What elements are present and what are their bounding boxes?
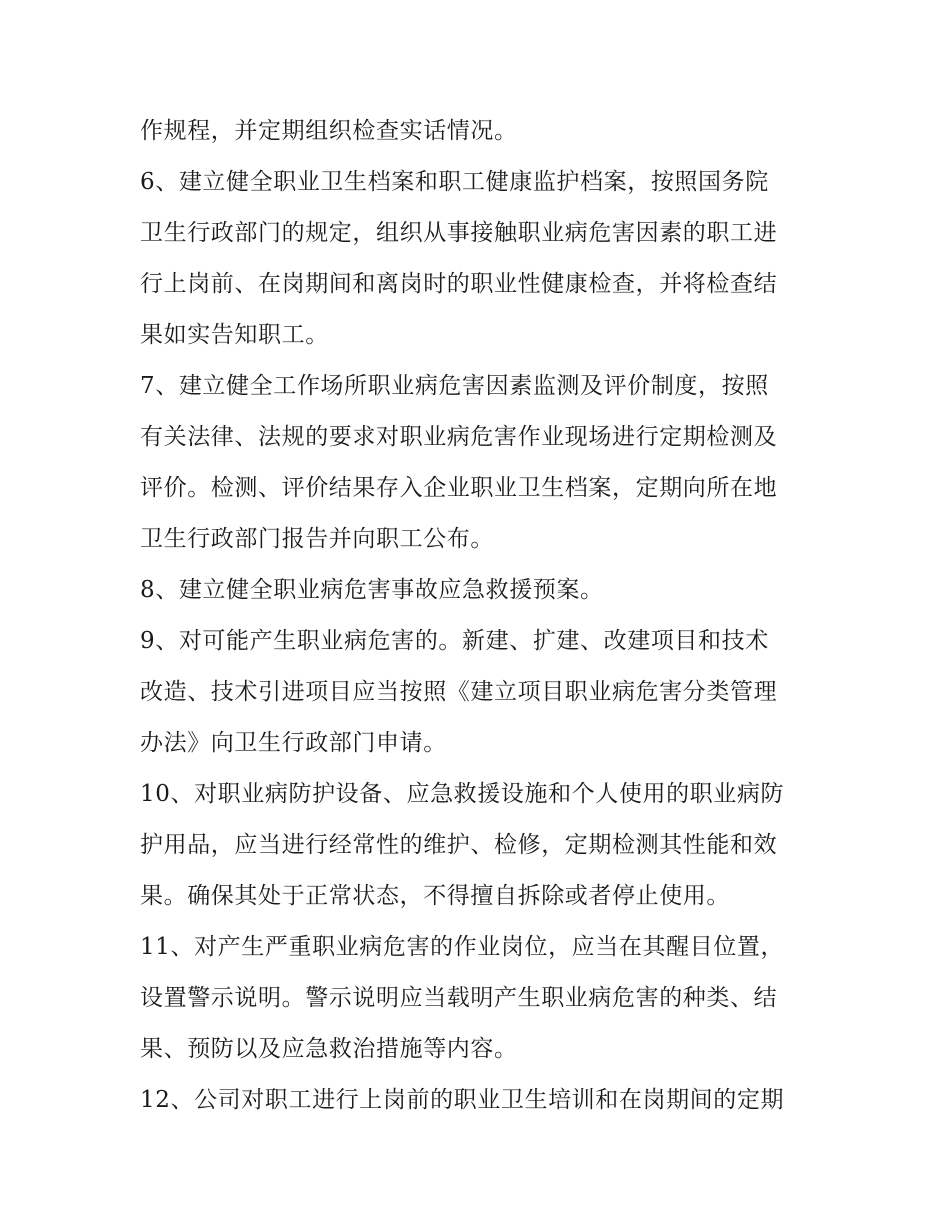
text-line: 行上岗前、在岗期间和离岗时的职业性健康检查，并将检查结 xyxy=(140,271,778,297)
text-line: 办法》向卫生行政部门申请。 xyxy=(140,730,447,756)
text-line: 12、公司对职工进行上岗前的职业卫生培训和在岗期间的定期 xyxy=(140,1087,785,1113)
text-line: 卫生行政部门的规定，组织从事接触职业病危害因素的职工进 xyxy=(140,220,778,246)
text-line: 评价。检测、评价结果存入企业职业卫生档案，定期向所在地 xyxy=(140,475,778,501)
text-line: 作规程，并定期组织检查实话情况。 xyxy=(140,118,518,144)
text-line: 7、建立健全工作场所职业病危害因素监测及评价制度，按照 xyxy=(140,373,769,399)
text-line: 果如实告知职工。 xyxy=(140,322,329,348)
document-body xyxy=(140,106,820,1126)
text-line: 果。确保其处于正常状态，不得擅自拆除或者停止使用。 xyxy=(140,883,730,909)
text-line: 6、建立健全职业卫生档案和职工健康监护档案，按照国务院 xyxy=(140,169,769,195)
text-line: 果、预防以及应急救治措施等内容。 xyxy=(140,1036,518,1062)
text-line: 11、对产生严重职业病危害的作业岗位，应当在其醒目位置， xyxy=(140,934,785,960)
text-line: 改造、技术引进项目应当按照《建立项目职业病危害分类管理 xyxy=(140,679,778,705)
text-line: 有关法律、法规的要求对职业病危害作业现场进行定期检测及 xyxy=(140,424,778,450)
text-line: 9、对可能产生职业病危害的。新建、扩建、改建项目和技术 xyxy=(140,628,769,654)
text-line: 10、对职业病防护设备、应急救援设施和个人使用的职业病防 xyxy=(140,781,785,807)
text-line: 8、建立健全职业病危害事故应急救援预案。 xyxy=(140,577,604,603)
text-line: 设置警示说明。警示说明应当载明产生职业病危害的种类、结 xyxy=(140,985,778,1011)
text-line: 卫生行政部门报告并向职工公布。 xyxy=(140,526,494,552)
text-line: 护用品，应当进行经常性的维护、检修，定期检测其性能和效 xyxy=(140,832,778,858)
